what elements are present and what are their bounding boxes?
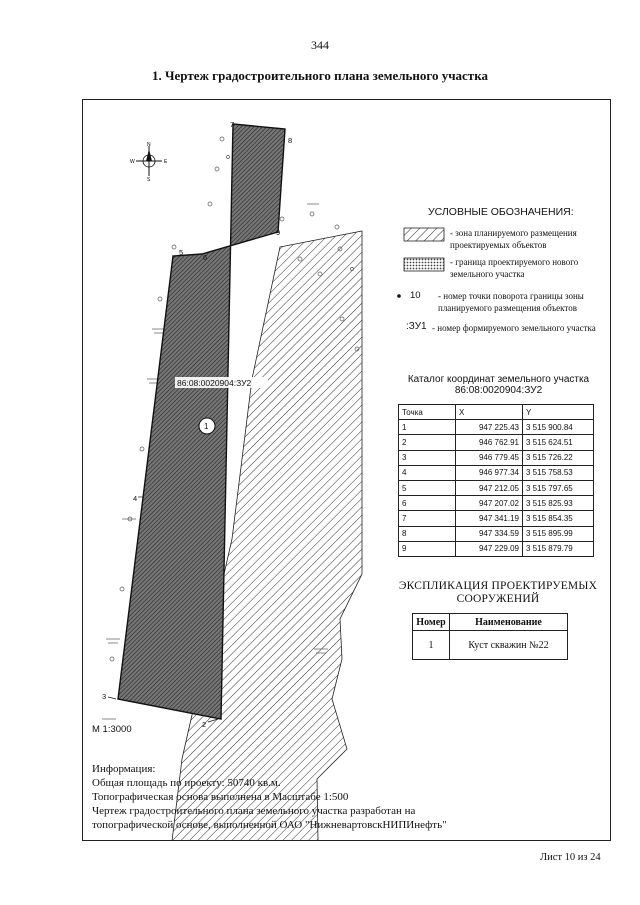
page-number: 344: [311, 38, 329, 52]
cell-x: 947 229.09: [456, 541, 523, 556]
table-row: [399, 480, 594, 495]
parcel-cadastral-label: 86:08:0020904:ЗУ2: [177, 378, 252, 388]
cell-point: 5: [399, 480, 456, 495]
legend-hatch-swatch: [404, 228, 444, 241]
cell-x: 946 977.34: [456, 465, 523, 480]
info-line: Топографическая основа выполнена в Масштабе 1:500: [92, 791, 349, 803]
point-label-3: 3: [102, 692, 107, 701]
catalog-title-line2: 86:08:0020904:ЗУ2: [454, 385, 543, 396]
legend-item-boundary: [450, 256, 578, 280]
cell-y: 3 515 854.35: [523, 511, 594, 526]
point-label-6: 6: [203, 253, 208, 262]
cell-x: 946 779.45: [456, 450, 523, 465]
cell-number: 1: [413, 631, 450, 660]
cell-point: 2: [399, 435, 456, 450]
column-header: Наименование: [450, 614, 568, 631]
info-line: Общая площадь по проекту: 50740 кв.м.: [92, 777, 281, 789]
cell-x: 947 341.19: [456, 511, 523, 526]
cell-y: 3 515 758.53: [523, 465, 594, 480]
point-label-4: 4: [133, 494, 138, 503]
legend-item-parcel: - номер формируемого земельного участка: [432, 323, 596, 333]
compass-west-label: W: [130, 159, 135, 165]
legend-item-boundary-line1: - граница проектируемого нового: [450, 257, 579, 267]
table-row: [399, 450, 594, 465]
page-title: 1. Чертеж градостроительного плана земельного участка: [151, 68, 488, 83]
cell-x: 947 212.05: [456, 480, 523, 495]
cell-x: 946 762.91: [456, 435, 523, 450]
explication-title-line2: СООРУЖЕНИЙ: [456, 593, 540, 605]
cell-y: 3 515 900.84: [523, 420, 594, 435]
cell-point: 7: [399, 511, 456, 526]
table-header-row: [413, 614, 568, 631]
table-row: [399, 511, 594, 526]
info-line: Чертеж градостроительного плана земельного участка разработан на: [92, 805, 416, 817]
point-label-9: 9: [276, 228, 281, 237]
cell-y: 3 515 879.79: [523, 541, 594, 556]
legend-parcel-symbol: :ЗУ1: [406, 321, 427, 332]
legend-item-point-line2: планируемого размещения объектов: [438, 303, 577, 313]
map-scale: М 1:3000: [92, 724, 132, 735]
cell-point: 9: [399, 541, 456, 556]
column-header: Точка: [399, 405, 456, 420]
cell-name: Куст скважин №22: [450, 631, 568, 660]
catalog-title: [396, 374, 601, 396]
cell-x: 947 225.43: [456, 420, 523, 435]
cell-point: 1: [399, 420, 456, 435]
point-label-7: 7: [230, 120, 235, 129]
info-line: топографической основе, выполненной ОАО "НижневартовскНИПИнефть": [92, 819, 447, 831]
cell-point: 8: [399, 526, 456, 541]
cell-point: 3: [399, 450, 456, 465]
table-row: [399, 465, 594, 480]
coordinates-catalog-table: [398, 404, 594, 557]
legend-point-marker-icon: [397, 294, 401, 298]
sheet-counter: Лист 10 из 24: [540, 852, 601, 863]
legend-title: УСЛОВНЫЕ ОБОЗНАЧЕНИЯ:: [428, 206, 574, 218]
table-row: [399, 420, 594, 435]
info-block: [92, 762, 447, 832]
table-row: [399, 526, 594, 541]
column-header: Номер: [413, 614, 450, 631]
legend-item-zone-line2: проектируемых объектов: [450, 240, 547, 250]
table-header-row: [399, 405, 594, 420]
table-row: [399, 496, 594, 511]
cell-y: 3 515 726.22: [523, 450, 594, 465]
info-heading: Информация:: [92, 763, 156, 775]
cell-y: 3 515 825.93: [523, 496, 594, 511]
table-row: [399, 541, 594, 556]
point-label-8: 8: [288, 136, 293, 145]
legend-item-point-line1: - номер точки поворота границы зоны: [438, 291, 584, 301]
explication-title-line1: ЭКСПЛИКАЦИЯ ПРОЕКТИРУЕМЫХ: [398, 580, 598, 592]
column-header: X: [456, 405, 523, 420]
legend-point-symbol: 10: [410, 290, 421, 301]
legend-item-zone-line1: - зона планируемого размещения: [450, 228, 577, 238]
legend-dot-swatch: [404, 258, 444, 271]
compass-rose-icon: [130, 142, 168, 183]
table-row: [399, 435, 594, 450]
compass-south-label: S: [147, 177, 151, 183]
cell-y: 3 515 895.99: [523, 526, 594, 541]
legend-item-boundary-line2: земельного участка: [450, 269, 525, 279]
table-row: [413, 631, 568, 660]
point-label-5: 5: [179, 248, 184, 257]
cell-point: 6: [399, 496, 456, 511]
catalog-title-line1: Каталог координат земельного участка: [407, 374, 590, 385]
legend-item-zone: [450, 227, 577, 251]
explication-table: [412, 613, 568, 660]
compass-east-label: E: [164, 159, 168, 165]
object-marker-1: 1: [204, 422, 209, 431]
cell-x: 947 207.02: [456, 496, 523, 511]
point-label-2: 2: [202, 720, 207, 729]
column-header: Y: [523, 405, 594, 420]
cell-y: 3 515 797.65: [523, 480, 594, 495]
explication-title: [398, 580, 598, 606]
cell-point: 4: [399, 465, 456, 480]
legend-item-point: [438, 290, 584, 314]
compass-north-label: N: [147, 142, 151, 148]
cell-x: 947 334.59: [456, 526, 523, 541]
cell-y: 3 515 624.51: [523, 435, 594, 450]
